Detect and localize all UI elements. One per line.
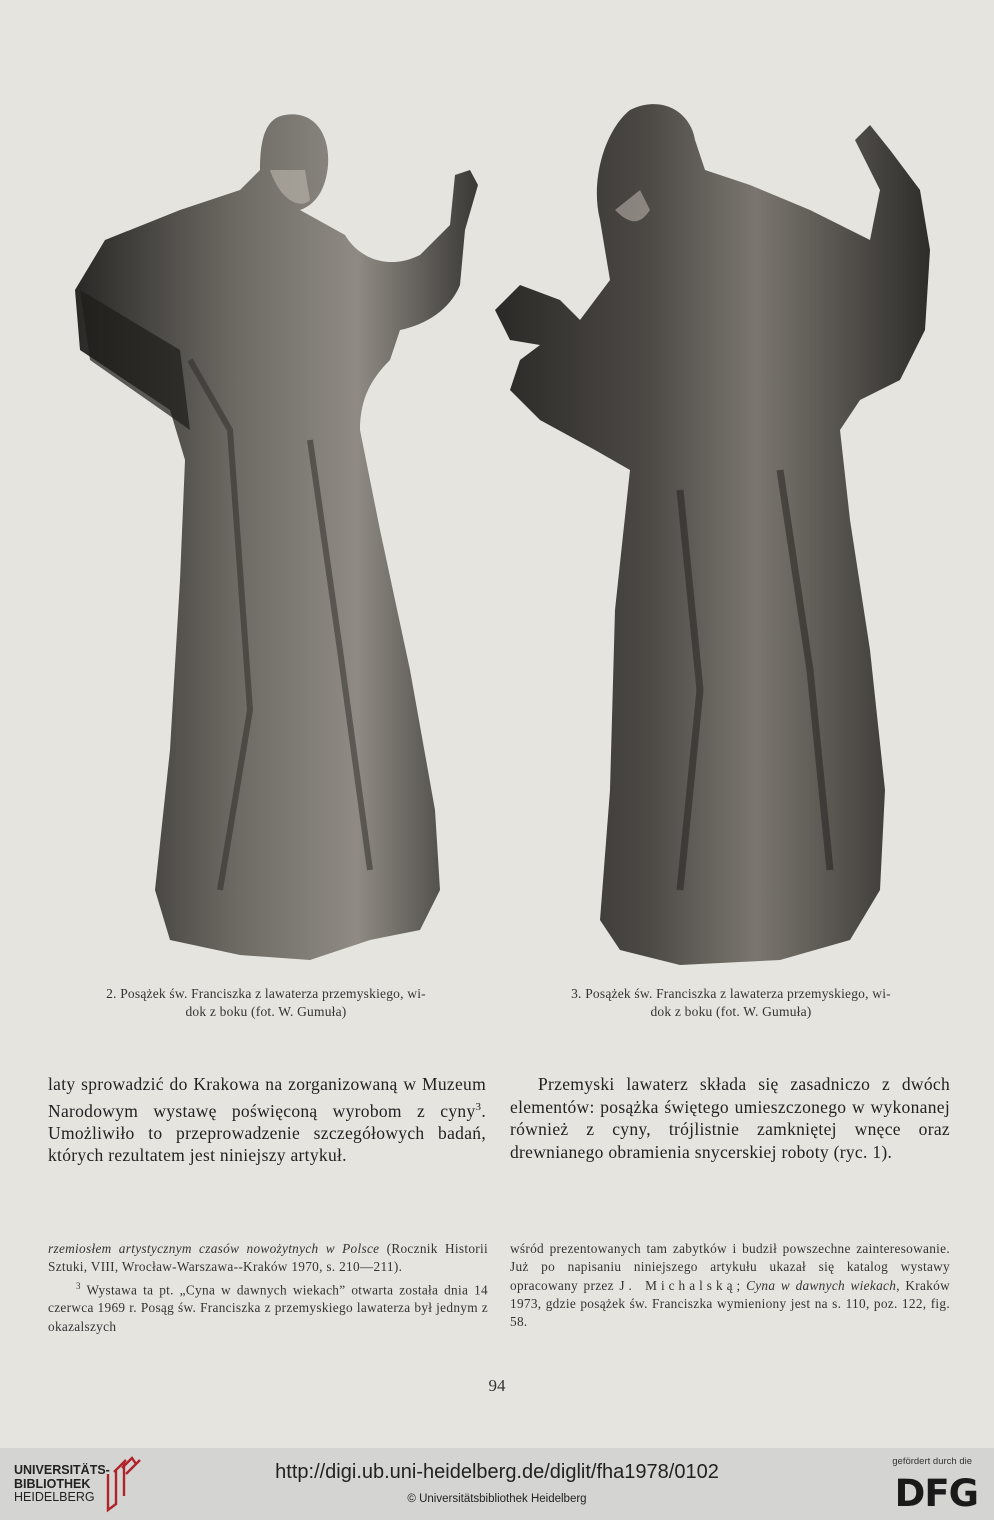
footnote-italic: rzemiosłem artystycznym czasów nowożytnych w Polsce <box>48 1241 380 1256</box>
footnote-text: Wystawa ta pt. „Cyna w dawnych wiekach” otwarta została dnia 14 czerwca 1969 r. Posąg św. Franciszka z przemyskiego lawaterza był jednym z okazalszych <box>48 1282 488 1334</box>
copyright-text: © Universitätsbibliothek Heidelberg <box>407 1493 587 1505</box>
library-name-line: HEIDELBERG <box>14 1490 95 1504</box>
funding-text: gefördert durch die <box>892 1456 972 1467</box>
footnote-author: J. Michalską <box>619 1277 737 1293</box>
dfg-logo[interactable]: DFG <box>894 1472 978 1515</box>
footnotes-right <box>510 1240 950 1331</box>
caption-line: 3. Posążek św. Franciszka z lawaterza przemyskiego, wi- <box>571 986 891 1001</box>
permalink-url[interactable]: http://digi.ub.uni-heidelberg.de/diglit/fha1978/0102 <box>275 1461 719 1483</box>
footnote-text: wśród prezentowanych tam zabytków i budził powszechne zainteresowanie. Już po napisaniu niniejszego artykułu ukazał się katalog wystawy opracowany przez <box>510 1241 950 1293</box>
statue-photo-right <box>480 90 940 980</box>
footnote-text: (Rocznik Historii Sztuki, VIII, Wrocław-Warszawa--Kraków 1970, s. 210—211). <box>48 1241 488 1275</box>
body-text-left <box>48 1073 486 1167</box>
footnote-separator: ; <box>736 1277 747 1293</box>
paragraph-text: Przemyski lawaterz składa się zasadniczo z dwóch elementów: posążka świętego umieszczonego w wykonanej również z cyny, trójlistnie zamkniętej wnęce oraz drewnianego obramienia snycerskiej roboty (ryc. 1). <box>510 1074 950 1162</box>
library-name-line: UNIVERSITÄTS- <box>14 1463 110 1477</box>
footnote-italic: Cyna w dawnych wiekach <box>746 1277 897 1293</box>
caption-line: dok z boku (fot. W. Gumuła) <box>185 1004 347 1019</box>
page-number: 94 <box>488 1376 506 1395</box>
footnotes-left <box>48 1240 488 1336</box>
paragraph-text: laty sprowadzić do Krakowa na zorganizowaną w Muzeum Narodowym wystawę poświęconą wyrobom z cyny <box>48 1074 486 1121</box>
figure-caption-3 <box>505 985 957 1021</box>
footnote-ref: 3 <box>475 1100 482 1113</box>
body-text-right <box>510 1073 950 1163</box>
footnote-number: 3 <box>76 1280 81 1291</box>
statue-photo-left <box>60 110 490 980</box>
footer-bar <box>0 1448 994 1520</box>
caption-line: dok z boku (fot. W. Gumuła) <box>650 1004 812 1019</box>
footnote-text: , Kraków 1973, gdzie posążek św. Franciszka wymieniony jest na s. 110, poz. 122, fig. 58. <box>510 1277 950 1330</box>
figure-caption-2 <box>40 985 492 1021</box>
library-name-line: BIBLIOTHEK <box>14 1476 91 1491</box>
paragraph-text: . Umożliwiło to przeprowadzenie szczegółowych badań, których rezultatem jest niniejszy artykuł. <box>48 1100 486 1166</box>
caption-line: 2. Posążek św. Franciszka z lawaterza przemyskiego, wi- <box>106 986 426 1001</box>
